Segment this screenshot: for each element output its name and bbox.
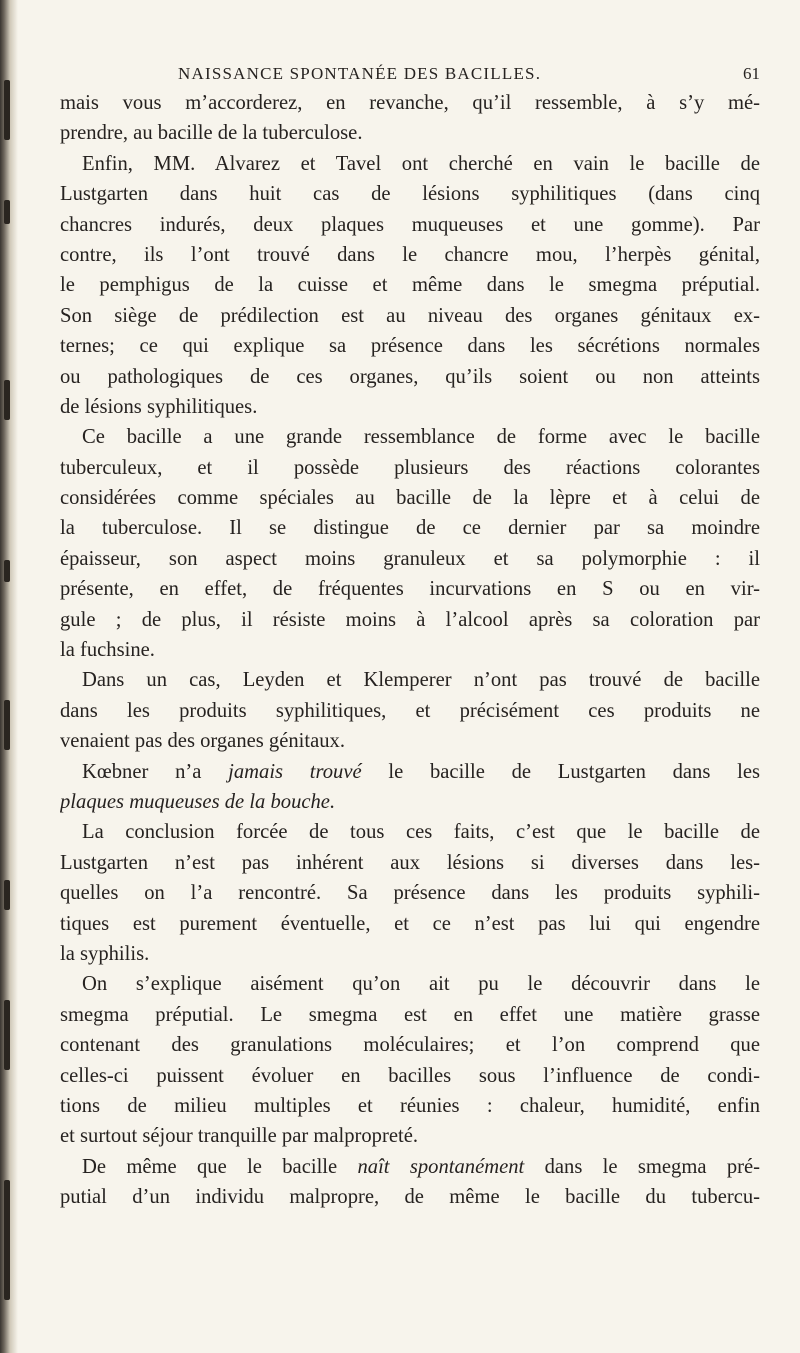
running-head xyxy=(60,64,778,90)
page-binding-edge xyxy=(0,0,18,1353)
text-line: épaisseur, son aspect moins granuleux et sa polymorphie : il xyxy=(60,547,760,570)
book-page xyxy=(60,0,778,1353)
text-line: la syphilis. xyxy=(60,942,150,965)
text-line: Son siège de prédilection est au niveau des organes génitaux ex- xyxy=(60,304,760,327)
text-line: chancres indurés, deux plaques muqueuses et une gomme). Par xyxy=(60,213,760,236)
italic-phrase: jamais trouvé xyxy=(228,760,362,783)
text-line: smegma préputial. Le smegma est en effet une matière grasse xyxy=(60,1003,760,1026)
text-line: tiques est purement éventuelle, et ce n’est pas lui qui engendre xyxy=(60,912,760,935)
text-line-with-italic xyxy=(60,757,760,787)
page-number: 61 xyxy=(743,64,760,83)
text-line: de lésions syphilitiques. xyxy=(60,395,258,418)
italic-phrase: plaques muqueuses de la bouche. xyxy=(60,790,336,813)
text-line: Enfin, MM. Alvarez et Tavel ont cherché en vain le bacille de xyxy=(82,152,760,175)
text-line: Ce bacille a une grande ressemblance de forme avec le bacille xyxy=(82,426,760,449)
text-line: considérées comme spéciales au bacille de la lèpre et à celui de xyxy=(60,487,760,510)
text-line: ternes; ce qui explique sa présence dans les sécrétions normales xyxy=(60,335,760,358)
text-line: Lustgarten n’est pas inhérent aux lésions si diverses dans les- xyxy=(60,851,760,874)
text-line-with-italic xyxy=(60,1152,760,1182)
text-line: prendre, au bacille de la tuberculose. xyxy=(60,122,363,145)
text-line: contenant des granulations moléculaires; et l’on comprend que xyxy=(60,1034,760,1057)
text-line: tuberculeux, et il possède plusieurs des réactions colorantes xyxy=(60,456,760,479)
text-line: tions de milieu multiples et réunies : chaleur, humidité, enfin xyxy=(60,1094,760,1117)
running-title: NAISSANCE SPONTANÉE DES BACILLES. xyxy=(178,64,542,83)
text-line: contre, ils l’ont trouvé dans le chancre mou, l’herpès génital, xyxy=(60,243,760,266)
text-line: et surtout séjour tranquille par malpropreté. xyxy=(60,1125,418,1148)
text-line: dans les produits syphilitiques, et précisément ces produits ne xyxy=(60,699,760,722)
text-line: mais vous m’accorderez, en revanche, qu’il ressemble, à s’y mé- xyxy=(60,92,760,114)
text-line: La conclusion forcée de tous ces faits, c’est que le bacille de xyxy=(82,821,760,844)
text-line: la tuberculose. Il se distingue de ce dernier par sa moindre xyxy=(60,517,760,540)
text-segment: Kœbner n’a xyxy=(82,760,229,783)
text-segment: dans le smegma pré- xyxy=(524,1155,760,1178)
text-line: putial d’un individu malpropre, de même le bacille du tubercu- xyxy=(60,1186,760,1209)
text-line: On s’explique aisément qu’on ait pu le découvrir dans le xyxy=(82,973,760,996)
text-line-with-italic xyxy=(60,787,760,817)
text-line: le pemphigus de la cuisse et même dans le smegma préputial. xyxy=(60,274,760,297)
text-line: la fuchsine. xyxy=(60,639,155,662)
body-text xyxy=(60,88,760,1212)
text-line: venaient pas des organes génitaux. xyxy=(60,730,345,753)
text-line: Lustgarten dans huit cas de lésions syphilitiques (dans cinq xyxy=(60,183,760,206)
text-line: gule ; de plus, il résiste moins à l’alcool après sa coloration par xyxy=(60,608,760,631)
text-segment: De même que le bacille xyxy=(82,1155,358,1178)
text-segment: le bacille de Lustgarten dans les xyxy=(361,760,760,783)
text-line: Dans un cas, Leyden et Klemperer n’ont pas trouvé de bacille xyxy=(82,669,760,692)
text-line: ou pathologiques de ces organes, qu’ils soient ou non atteints xyxy=(60,365,760,388)
text-line: quelles on l’a rencontré. Sa présence dans les produits syphili- xyxy=(60,882,760,905)
italic-phrase: naît spontanément xyxy=(357,1155,525,1178)
text-line: celles-ci puissent évoluer en bacilles sous l’influence de condi- xyxy=(60,1064,760,1087)
text-line: présente, en effet, de fréquentes incurvations en S ou en vir- xyxy=(60,578,760,601)
